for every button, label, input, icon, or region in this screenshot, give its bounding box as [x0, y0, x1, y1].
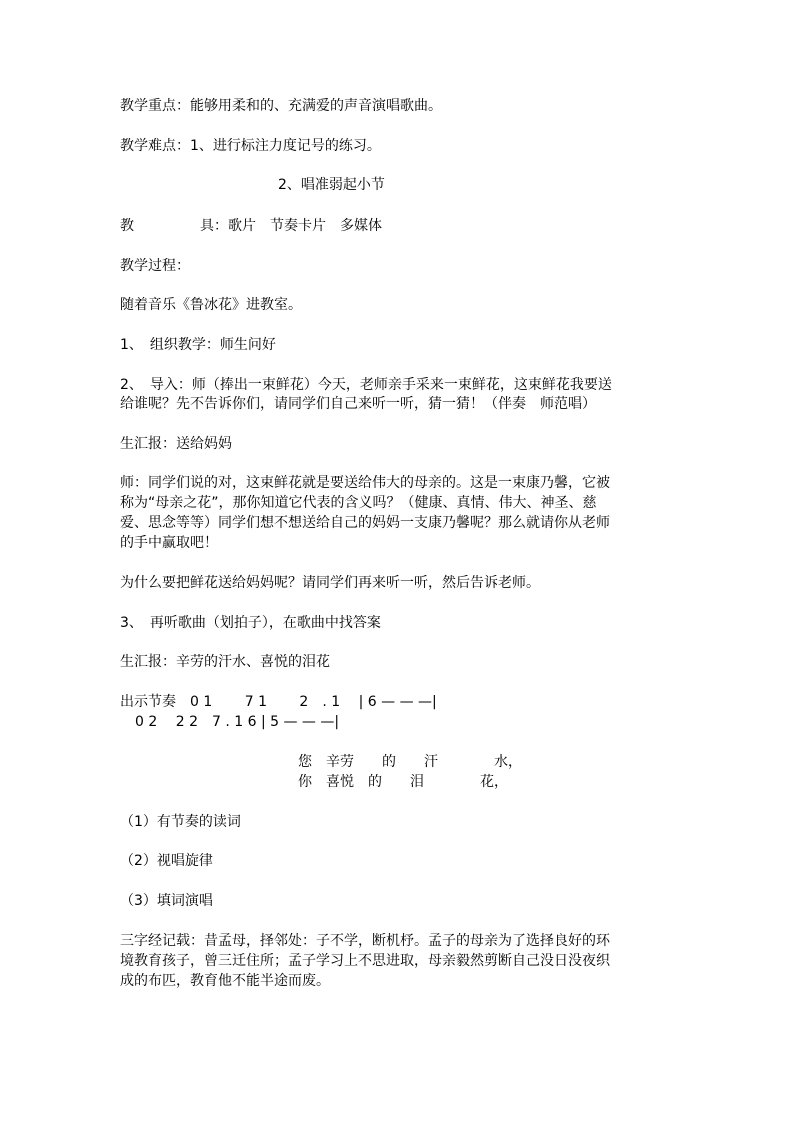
rhythm-line-a: 出示节奏 0 1 7 1 2 . 1 | 6 — — —|: [120, 694, 437, 710]
step-1: 1、 组织教学：师生问好: [120, 337, 276, 353]
key-point-line: 教学重点：能够用柔和的、充满爱的声音演唱歌曲。: [120, 98, 442, 114]
sub-item-3: （3）填词演唱: [120, 893, 213, 909]
story-line-c: 成的布匹，教育他不能半途而废。: [120, 973, 330, 989]
sub-item-2: （2）视唱旋律: [120, 853, 213, 869]
teacher-line-b: 称为“母亲之花”，那你知道它代表的含义吗？（健康、真情、伟大、神圣、慈: [120, 495, 597, 511]
process-heading: 教学过程：: [120, 258, 190, 274]
why-line: 为什么要把鲜花送给妈妈呢？请同学们再来听一听，然后告诉老师。: [120, 575, 540, 591]
difficulty-line-1: 教学难点：1、进行标注力度记号的练习。: [120, 138, 381, 154]
story-line-b: 境教育孩子，曾三迁住所；孟子学习上不思进取，母亲毅然剪断自己没日没夜织: [120, 953, 610, 969]
teacher-line-a: 师：同学们说的对，这束鲜花就是要送给伟大的母亲的。这是一束康乃馨，它被: [120, 475, 610, 491]
sub-item-1: （1）有节奏的读词: [120, 814, 241, 830]
story-line-a: 三字经记载：昔孟母，择邻处：子不学，断机杼。孟子的母亲为了选择良好的环: [120, 933, 610, 949]
step-2-line-b: 给谁呢？先不告诉你们，请同学们自己来听一听，猜一猜！（伴奏 师范唱）: [120, 396, 596, 412]
lyric-line-b: 你 喜悦 的 泪 花，: [298, 774, 508, 790]
rhythm-line-b: 0 2 2 2 7 . 1 6 | 5 — — —|: [135, 714, 340, 730]
difficulty-line-2: 2、唱准弱起小节: [278, 177, 385, 193]
tools-label: 教: [120, 218, 134, 234]
teacher-line-d: 的手中赢取吧！: [120, 535, 218, 551]
step-3: 3、 再听歌曲（划拍子），在歌曲中找答案: [120, 615, 381, 631]
lyric-line-a: 您 辛劳 的 汗 水，: [298, 754, 522, 770]
report-2: 生汇报：辛劳的汗水、喜悦的泪花: [120, 654, 330, 670]
teacher-line-c: 爱、思念等等）同学们想不想送给自己的妈妈一支康乃馨呢？那么就请你从老师: [120, 515, 610, 531]
enter-line: 随着音乐《鲁冰花》进教室。: [120, 297, 302, 313]
report-1: 生汇报：送给妈妈: [120, 436, 232, 452]
tools-list: 具：歌片 节奏卡片 多媒体: [200, 218, 382, 234]
step-2-line-a: 2、 导入：师（捧出一束鲜花）今天，老师亲手采来一束鲜花，这束鲜花我要送: [120, 377, 612, 393]
